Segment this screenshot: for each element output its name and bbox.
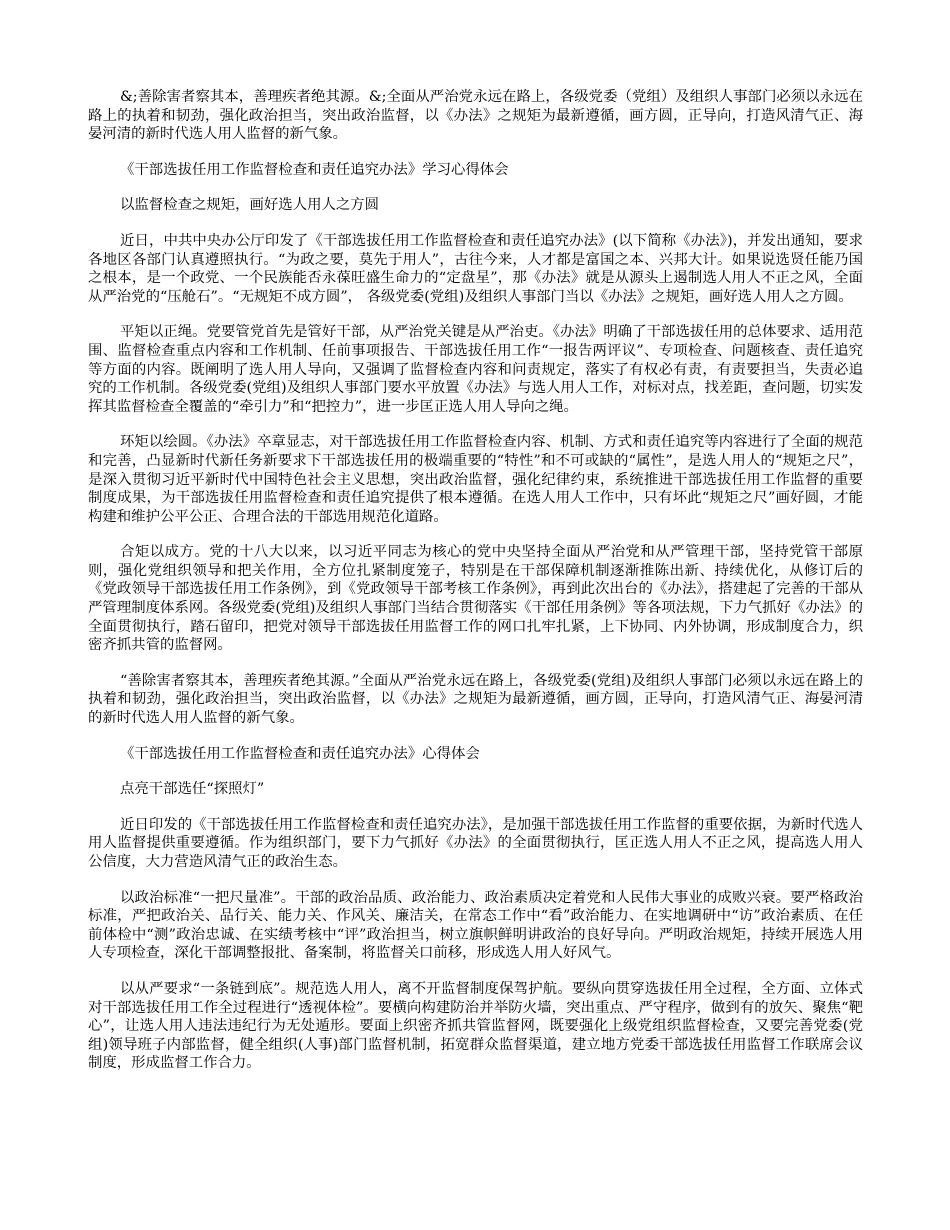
article-subtitle: 点亮干部选任“探照灯” (120, 781, 265, 798)
article-title: 《干部选拔任用工作监督检查和责任追究办法》学习心得体会 (120, 161, 509, 178)
article-subtitle: 以监督检查之规矩，画好选人用人之方圆 (120, 197, 380, 214)
paragraph: 环矩以绘圆。《办法》卒章显志，对干部选拔任用工作监督检查内容、机制、方式和责任追究等内容进行了全面的规范和完善，凸显新时代新任务新要求下干部选拔任用的极端重要的“特性”和不可或缺的“属性”，是选人用人的“规矩之尺”，是深入贯彻习近平新时代中国特色社会主义思想，突出政治监督，强化纪律约束，系统推进干部选拔任用工作监督的重要制度成果，为干部选拔任用监督检查和责任追究提供了根本遵循。在选人用人工作中，只有坏此“规矩之尺”画好圆，才能构建和维护公平公正、合理合法的干部选用规范化道路。 (88, 434, 863, 525)
article-title: 《干部选拔任用工作监督检查和责任追究办法》心得体会 (120, 745, 480, 762)
document-page (88, 88, 863, 1090)
paragraph: 以政治标准“一把尺量准”。干部的政治品质、政治能力、政治素质决定着党和人民伟大事业的成败兴衰。要严格政治标准，严把政治关、品行关、能力关、作风关、廉洁关，在常态工作中“看”政治能力、在实地调研中“访”政治素质、在任前体检中“测”政治忠诚、在实绩考核中“评”政治担当，树立旗帜鲜明讲政治的良好导向。严明政治规矩，持续开展选人用人专项检查，深化干部调整报批、备案制，将监督关口前移，形成选人用人好风气。 (88, 889, 863, 962)
paragraph: 合矩以成方。党的十八大以来，以习近平同志为核心的党中央坚持全面从严治党和从严管理干部，坚持党管干部原则，强化党组织领导和把关作用，全方位扎紧制度笼子，特别是在干部保障机制逐渐推陈出新、持续优化，从修订后的《党政领导干部选拔任用工作条例》，到《党政领导干部考核工作条例》，再到此次出台的《办法》，搭建起了完善的干部从严管理制度体系网。各级党委(党组)及组织人事部门当结合贯彻落实《干部任用条例》等各项法规，下力气抓好《办法》的全面贯彻执行，踏石留印，把党对领导干部选拔任用监督工作的网口扎牢扎紧，上下协同、内外协调，形成制度合力，织密齐抓共管的监督网。 (88, 544, 863, 654)
paragraph: 以从严要求“一条链到底”。规范选人用人，离不开监督制度保驾护航。要纵向贯穿选拔任用全过程，全方面、立体式对干部选拔任用工作全过程进行“透视体检”。要横向构建防治并举防火墙，突出重点、严守程序，做到有的放矢、聚焦“靶心”，让选人用人违法违纪行为无处遁形。要面上织密齐抓共管监督网，既要强化上级党组织监督检查，又要完善党委(党组)领导班子内部监督，健全组织(人事)部门监督机制，拓宽群众监督渠道，建立地方党委干部选拔任用监督工作联席会议制度，形成监督工作合力。 (88, 980, 863, 1072)
paragraph: 平矩以正绳。党要管党首先是管好干部，从严治党关键是从严治吏。《办法》明确了干部选拔任用的总体要求、适用范围、监督检查重点内容和工作机制、任前事项报告、干部选拔任用工作“一报告两评议”、专项检查、问题核查、责任追究等方面的内容。既阐明了选人用人导向，又强调了监督检查内容和问责规定，落实了有权必有责，有责要担当，失责必追究的工作机制。各级党委(党组)及组织人事部门要水平放置《办法》与选人用人工作，对标对点，找差距，查问题，切实发挥其监督检查全覆盖的“牵引力”和“把控力”，进一步匡正选人用人导向之绳。 (88, 324, 863, 415)
paragraph: 近日，中共中央办公厅印发了《干部选拔任用工作监督检查和责任追究办法》(以下简称《办法》)，并发出通知，要求各地区各部门认真遵照执行。“为政之要，莫先于用人”，古往今来，人才都是富国之本、兴邦大计。如果说选贤任能乃国之根本，是一个政党、一个民族能否永葆旺盛生命力的“定盘星”，那《办法》就是从源头上遏制选人用人不正之风，全面从严治党的“压舱石”。“无规矩不成方圆”， 各级党委(党组)及组织人事部门当以《办法》之规矩，画好选人用人之方圆。 (88, 232, 863, 305)
paragraph: 近日印发的《干部选拔任用工作监督检查和责任追究办法》，是加强干部选拔任用工作监督的重要依据，为新时代选人用人监督提供重要遵循。作为组织部门，要下力气抓好《办法》的全面贯彻执行，匡正选人用人不正之风，提高选人用人公信度，大力营造风清气正的政治生态。 (88, 816, 863, 870)
paragraph: “善除害者察其本，善理疾者绝其源。”全面从严治党永远在路上，各级党委(党组)及组织人事部门必须以永远在路上的执着和韧劲，强化政治担当，突出政治监督，以《办法》之规矩为最新遵循，画方圆，正导向，打造风清气正、海晏河清的新时代选人用人监督的新气象。 (88, 672, 863, 727)
paragraph: &;善除害者察其本，善理疾者绝其源。&;全面从严治党永远在路上，各级党委（党组）及组织人事部门必须以永远在路上的执着和韧劲，强化政治担当，突出政治监督，以《办法》之规矩为最新遵循，画方圆，正导向，打造风清气正、海晏河清的新时代选人用人监督的新气象。 (88, 89, 863, 143)
